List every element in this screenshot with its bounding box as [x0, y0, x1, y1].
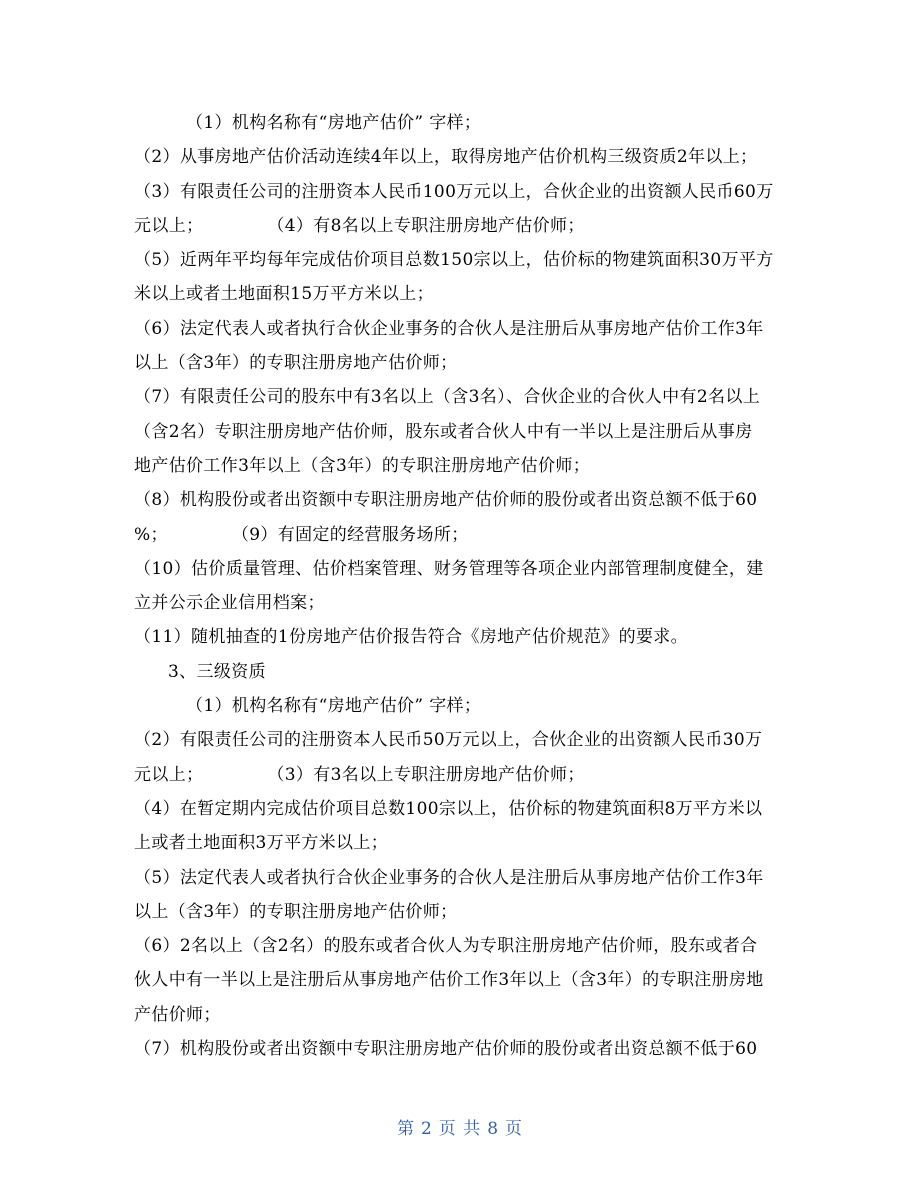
text-span: 立并公示企业信用档案； — [134, 593, 325, 614]
text-span: （2）有限责任公司的注册资本人民币50万元以上，合伙企业的出资额人民币30万 — [134, 730, 763, 751]
text-span: （4）在暂定期内完成估价项目总数100宗以上，估价标的物建筑面积8万平方米以 — [134, 798, 763, 819]
text-span: 3、三级资质 — [168, 661, 266, 682]
document-body — [134, 106, 794, 1066]
text-span: （3）有限责任公司的注册资本人民币100万元以上，合伙企业的出资额人民币60万 — [134, 181, 774, 202]
text-span: （5）法定代表人或者执行合伙企业事务的合伙人是注册后从事房地产估价工作3年 — [134, 867, 764, 888]
text-line — [134, 1032, 794, 1066]
text-line — [134, 552, 794, 586]
text-span: 上或者土地面积3万平方米以上； — [134, 833, 389, 854]
footer-prefix: 第 — [396, 1119, 415, 1139]
text-span: 伙人中有一半以上是注册后从事房地产估价工作3年以上（含3年）的专职注册房地 — [134, 970, 764, 991]
text-line — [134, 277, 794, 311]
text-line — [134, 998, 794, 1032]
text-line — [134, 792, 794, 826]
text-line — [134, 895, 794, 929]
page-footer — [0, 1114, 920, 1139]
text-span: （7）机构股份或者出资额中专职注册房地产估价师的股份或者出资总额不低于60 — [134, 1039, 758, 1060]
text-line — [134, 106, 794, 140]
text-line — [134, 586, 794, 620]
text-span: 米以上或者土地面积15万平方米以上； — [134, 284, 434, 305]
text-line — [134, 689, 794, 723]
text-span: %； — [134, 524, 168, 545]
text-span: （5）近两年平均每年完成估价项目总数150宗以上，估价标的物建筑面积30万平方 — [134, 250, 774, 271]
text-line — [134, 620, 794, 654]
text-span: （7）有限责任公司的股东中有3名以上（含3名）、合伙企业的合伙人中有2名以上 — [134, 387, 761, 408]
text-line — [134, 483, 794, 517]
page-total: 8 — [487, 1119, 500, 1139]
text-span: （3）有3名以上专职注册房地产估价师； — [267, 764, 585, 785]
text-line — [134, 209, 794, 243]
text-line — [134, 140, 794, 174]
text-line — [134, 758, 794, 792]
text-line — [134, 518, 794, 552]
text-span: （4）有8名以上专职注册房地产估价师； — [267, 215, 585, 236]
text-span: （11）随机抽查的1份房地产估价报告符合《房地产估价规范》的要求。 — [134, 627, 688, 648]
text-span: （1）机构名称有“房地产估价” 字样； — [186, 113, 482, 133]
footer-mid: 页 共 — [438, 1119, 482, 1139]
text-line — [134, 346, 794, 380]
text-line — [134, 723, 794, 757]
text-span: （10）估价质量管理、估价档案管理、财务管理等各项企业内部管理制度健全，建 — [134, 558, 764, 579]
text-span: （6）2名以上（含2名）的股东或者合伙人为专职注册房地产估价师，股东或者合 — [134, 936, 758, 957]
text-span: 元以上； — [134, 215, 204, 236]
text-span: 以上（含3年）的专职注册房地产估价师； — [134, 353, 458, 374]
page-number: 2 — [420, 1119, 433, 1139]
footer-suffix: 页 — [505, 1119, 524, 1139]
text-span: 元以上； — [134, 764, 204, 785]
text-line — [134, 963, 794, 997]
text-line — [134, 380, 794, 414]
text-line — [134, 175, 794, 209]
text-line — [134, 861, 794, 895]
text-line — [134, 826, 794, 860]
text-span: （2）从事房地产估价活动连续4年以上，取得房地产估价机构三级资质2年以上； — [134, 147, 758, 168]
text-span: 以上（含3年）的专职注册房地产估价师； — [134, 901, 458, 922]
text-line — [134, 449, 794, 483]
text-line — [134, 243, 794, 277]
text-span: 产估价师； — [134, 1004, 221, 1025]
text-line — [134, 415, 794, 449]
text-span: （6）法定代表人或者执行合伙企业事务的合伙人是注册后从事房地产估价工作3年 — [134, 318, 764, 339]
text-span: （9）有固定的经营服务场所； — [231, 524, 469, 545]
text-span: （1）机构名称有“房地产估价” 字样； — [186, 696, 482, 717]
text-line — [134, 929, 794, 963]
section-heading — [134, 655, 794, 689]
text-line — [134, 312, 794, 346]
text-span: （8）机构股份或者出资额中专职注册房地产估价师的股份或者出资总额不低于60 — [134, 490, 758, 511]
text-span: （含2名）专职注册房地产估价师，股东或者合伙人中有一半以上是注册后从事房 — [134, 421, 753, 442]
text-span: 地产估价工作3年以上（含3年）的专职注册房地产估价师； — [134, 455, 591, 476]
